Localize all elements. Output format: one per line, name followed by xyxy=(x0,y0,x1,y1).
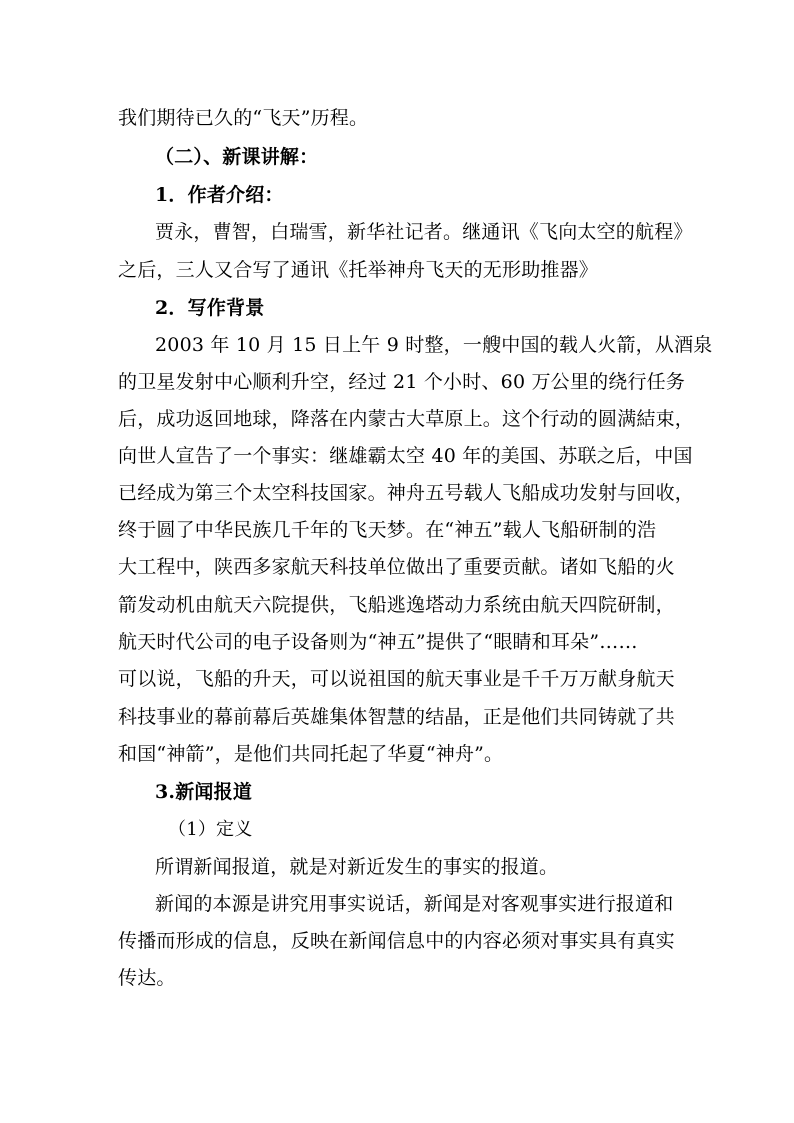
paragraph-line: 终于圆了中华民族几千年的飞天梦。在“神五”载人飞船研制的浩 xyxy=(118,519,657,541)
paragraph-line: 2003 年 10 月 15 日上午 9 时整，一艘中国的载人火箭，从酒泉 xyxy=(155,334,713,356)
paragraph-line: 传达。 xyxy=(118,967,176,989)
paragraph-line: 科技事业的幕前幕后英雄集体智慧的结晶，正是他们共同铸就了共 xyxy=(118,706,675,728)
subsection-heading: 2．写作背景 xyxy=(155,297,265,319)
sub-heading: （1）定义 xyxy=(168,819,253,840)
subsection-heading: 3.新闻报道 xyxy=(155,781,253,803)
paragraph-line: 箭发动机由航天六院提供，飞船逃逸塔动力系统由航天四院研制， xyxy=(118,594,675,616)
paragraph-line: 大工程中，陕西多家航天科技单位做出了重要贡献。诸如飞船的火 xyxy=(118,556,675,578)
paragraph-line: 可以说，飞船的升天，可以说祖国的航天事业是千千万万献身航天 xyxy=(118,668,675,690)
paragraph-line: 传播而形成的信息，反映在新闻信息中的内容必须对事实具有真实 xyxy=(118,930,675,952)
paragraph-line: 已经成为第三个太空科技国家。神舟五号载人飞船成功发射与回收， xyxy=(118,482,695,504)
paragraph-line: 贾永，曹智，白瑞雪，新华社记者。继通讯《飞向太空的航程》 xyxy=(155,221,693,243)
paragraph-line: 之后，三人又合写了通讯《托举神舟飞天的无形助推器》 xyxy=(118,259,599,281)
paragraph-line: 和国“神箭”，是他们共同托起了华夏“神舟”。 xyxy=(118,743,504,765)
paragraph-line: 航天时代公司的电子设备则为“神五”提供了“眼睛和耳朵”…… xyxy=(118,631,638,653)
paragraph-line: 向世人宣告了一个事实：继雄霸太空 40 年的美国、苏联之后，中国 xyxy=(118,445,693,467)
paragraph-line: 所谓新闻报道，就是对新近发生的事实的报道。 xyxy=(155,856,559,878)
paragraph-line: 后，成功返回地球，降落在内蒙古大草原上。这个行动的圆满結束， xyxy=(118,408,695,430)
section-heading: （二）、新课讲解： xyxy=(155,146,319,168)
paragraph-line: 我们期待已久的“飞天”历程。 xyxy=(118,107,369,129)
paragraph-line: 的卫星发射中心顺利升空，经过 21 个小时、60 万公里的绕行任务 xyxy=(118,371,686,393)
subsection-heading: 1．作者介绍： xyxy=(155,184,284,206)
paragraph-line: 新闻的本源是讲究用事实说话，新闻是对客观事实进行报道和 xyxy=(155,893,674,915)
